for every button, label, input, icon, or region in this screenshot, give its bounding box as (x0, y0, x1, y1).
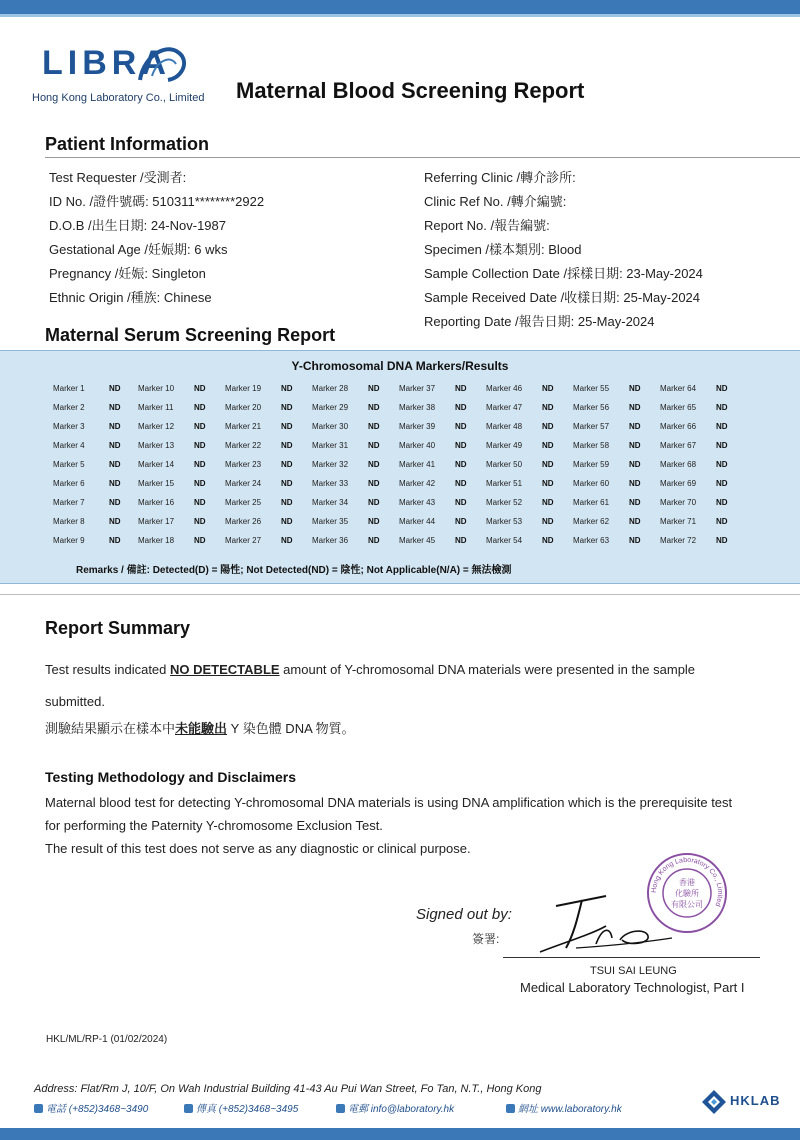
specimen: Specimen /樣本類別: Blood (424, 242, 582, 257)
marker-label: Marker 64 (660, 384, 697, 393)
marker-label: Marker 57 (573, 422, 610, 431)
marker-result: ND (542, 536, 554, 545)
marker-label: Marker 44 (399, 517, 436, 526)
marker-label: Marker 14 (138, 460, 175, 469)
marker-result: ND (716, 422, 728, 431)
marker-result: ND (455, 498, 467, 507)
summary-line-1-post: amount of Y-chromosomal DNA materials were presented in the sample (279, 662, 696, 677)
summary-line-2: submitted. (45, 694, 105, 709)
marker-label: Marker 10 (138, 384, 175, 393)
footer-fax (184, 1100, 298, 1115)
marker-result: ND (629, 441, 641, 450)
serum-report-title: Maternal Serum Screening Report (45, 325, 336, 345)
marker-result: ND (455, 479, 467, 488)
marker-result: ND (109, 422, 121, 431)
summary-line-1-pre: Test results indicated (45, 662, 171, 677)
marker-label: Marker 3 (53, 422, 85, 431)
marker-result: ND (629, 536, 641, 545)
summary-cn-emphasis: 未能驗出 (175, 721, 228, 736)
marker-result: ND (194, 479, 206, 488)
marker-result: ND (716, 479, 728, 488)
marker-label: Marker 23 (225, 460, 262, 469)
marker-label: Marker 13 (138, 441, 175, 450)
marker-result: ND (194, 441, 206, 450)
marker-result: ND (455, 460, 467, 469)
marker-result: ND (716, 384, 728, 393)
marker-result: ND (629, 422, 641, 431)
marker-result: ND (542, 479, 554, 488)
marker-label: Marker 63 (573, 536, 610, 545)
id-number: ID No. /證件號碼: 510311********2922 (49, 194, 265, 209)
fax-text: 傳真 (+852)3468~3495 (196, 1104, 299, 1115)
marker-result: ND (716, 441, 728, 450)
marker-result: ND (716, 498, 728, 507)
marker-result: ND (368, 479, 380, 488)
marker-result: ND (368, 441, 380, 450)
marker-result: ND (109, 536, 121, 545)
marker-result: ND (281, 479, 293, 488)
marker-result: ND (629, 460, 641, 469)
bottom-color-bar (0, 1128, 800, 1140)
top-accent-bar (0, 14, 800, 17)
phone-icon (34, 1104, 43, 1113)
marker-result: ND (194, 384, 206, 393)
stamp-inner-1: 香港 (679, 878, 695, 887)
marker-label: Marker 65 (660, 403, 697, 412)
marker-result: ND (368, 422, 380, 431)
marker-label: Marker 50 (486, 460, 523, 469)
marker-result: ND (368, 403, 380, 412)
patient-divider (45, 157, 800, 158)
marker-result: ND (542, 517, 554, 526)
marker-label: Marker 48 (486, 422, 523, 431)
stamp-outer-text: Hong Kong Laboratory Co., Limited (650, 856, 724, 908)
handwritten-signature (536, 886, 676, 956)
marker-result: ND (109, 498, 121, 507)
reporting-date: Reporting Date /報告日期: 25-May-2024 (424, 314, 655, 329)
marker-label: Marker 30 (312, 422, 349, 431)
marker-label: Marker 6 (53, 479, 85, 488)
marker-label: Marker 41 (399, 460, 436, 469)
marker-result: ND (542, 403, 554, 412)
marker-result: ND (281, 498, 293, 507)
marker-label: Marker 26 (225, 517, 262, 526)
summary-line-1 (45, 662, 695, 677)
sample-collection-date: Sample Collection Date /採樣日期: 23-May-2024 (424, 266, 703, 281)
summary-divider (0, 594, 800, 595)
marker-result: ND (629, 498, 641, 507)
report-title: Maternal Blood Screening Report (236, 78, 585, 103)
signer-role: Medical Laboratory Technologist, Part I (520, 980, 745, 995)
marker-result: ND (455, 384, 467, 393)
marker-result: ND (281, 536, 293, 545)
report-no: Report No. /報告編號: (424, 218, 550, 233)
marker-result: ND (629, 384, 641, 393)
email-text: 電郵 info@laboratory.hk (348, 1104, 455, 1115)
company-name: Hong Kong Laboratory Co., Limited (32, 92, 205, 104)
marker-label: Marker 53 (486, 517, 523, 526)
marker-label: Marker 22 (225, 441, 262, 450)
marker-label: Marker 47 (486, 403, 523, 412)
marker-label: Marker 20 (225, 403, 262, 412)
marker-result: ND (281, 403, 293, 412)
marker-result: ND (629, 479, 641, 488)
marker-result: ND (109, 441, 121, 450)
marker-result: ND (542, 422, 554, 431)
marker-result: ND (281, 460, 293, 469)
marker-result: ND (368, 498, 380, 507)
summary-emphasis: NO DETECTABLE (170, 662, 280, 677)
marker-result: ND (455, 536, 467, 545)
methodology-line-2: for performing the Paternity Y-chromosome Exclusion Test. (45, 818, 383, 833)
sample-received-date: Sample Received Date /收樣日期: 25-May-2024 (424, 290, 701, 305)
marker-result: ND (109, 517, 121, 526)
marker-result: ND (194, 460, 206, 469)
marker-label: Marker 25 (225, 498, 262, 507)
date-of-birth: D.O.B /出生日期: 24-Nov-1987 (49, 218, 226, 233)
marker-result: ND (281, 384, 293, 393)
phone-text: 電話 (+852)3468~3490 (46, 1104, 149, 1115)
footer-address: Address: Flat/Rm J, 10/F, On Wah Industrial Building 41-43 Au Pui Wan Street, Fo Tan, N.T., Hong Kong (34, 1083, 542, 1095)
hklab-wordmark: HKLAB (730, 1093, 781, 1108)
marker-label: Marker 58 (573, 441, 610, 450)
stamp-inner-2: 化驗所 (675, 889, 699, 898)
marker-result: ND (716, 403, 728, 412)
patient-info-title: Patient Information (45, 134, 210, 154)
logo-wordmark: LIBRA (42, 44, 171, 82)
marker-result: ND (368, 536, 380, 545)
marker-label: Marker 29 (312, 403, 349, 412)
footer-web (506, 1100, 622, 1115)
marker-label: Marker 2 (53, 403, 85, 412)
marker-label: Marker 8 (53, 517, 85, 526)
report-summary-title: Report Summary (45, 618, 191, 638)
marker-result: ND (716, 536, 728, 545)
marker-label: Marker 1 (53, 384, 85, 393)
clinic-ref-no: Clinic Ref No. /轉介編號: (424, 194, 567, 209)
marker-label: Marker 71 (660, 517, 697, 526)
methodology-line-1: Maternal blood test for detecting Y-chromosomal DNA materials is using DNA amplification which is the prerequisite test (45, 795, 733, 810)
marker-result: ND (455, 517, 467, 526)
marker-label: Marker 15 (138, 479, 175, 488)
signer-name: TSUI SAI LEUNG (590, 965, 677, 977)
marker-label: Marker 45 (399, 536, 436, 545)
marker-result: ND (455, 441, 467, 450)
web-text: 網址 www.laboratory.hk (518, 1104, 622, 1115)
marker-label: Marker 69 (660, 479, 697, 488)
marker-result: ND (368, 517, 380, 526)
email-icon (336, 1104, 345, 1113)
marker-label: Marker 51 (486, 479, 523, 488)
document-code: HKL/ML/RP-1 (01/02/2024) (46, 1034, 168, 1045)
web-icon (506, 1104, 515, 1113)
marker-label: Marker 61 (573, 498, 610, 507)
marker-label: Marker 66 (660, 422, 697, 431)
marker-result: ND (109, 384, 121, 393)
marker-label: Marker 59 (573, 460, 610, 469)
marker-label: Marker 55 (573, 384, 610, 393)
gestational-age: Gestational Age /妊娠期: 6 wks (49, 242, 228, 257)
marker-label: Marker 31 (312, 441, 349, 450)
marker-result: ND (281, 441, 293, 450)
marker-result: ND (716, 460, 728, 469)
ethnic-origin: Ethnic Origin /種族: Chinese (49, 290, 212, 305)
marker-label: Marker 18 (138, 536, 175, 545)
marker-label: Marker 27 (225, 536, 262, 545)
fax-icon (184, 1104, 193, 1113)
marker-label: Marker 36 (312, 536, 349, 545)
stamp-inner-3: 有限公司 (671, 900, 703, 909)
marker-result: ND (455, 422, 467, 431)
marker-label: Marker 60 (573, 479, 610, 488)
marker-label: Marker 35 (312, 517, 349, 526)
marker-label: Marker 39 (399, 422, 436, 431)
marker-result: ND (109, 403, 121, 412)
summary-cn-pre: 測驗結果顯示在樣本中 (45, 721, 176, 736)
pregnancy: Pregnancy /妊娠: Singleton (49, 266, 206, 281)
marker-result: ND (542, 441, 554, 450)
marker-result: ND (194, 498, 206, 507)
marker-label: Marker 28 (312, 384, 349, 393)
test-requester: Test Requester /受測者: (49, 170, 187, 185)
marker-label: Marker 37 (399, 384, 436, 393)
libra-logo (28, 36, 228, 106)
marker-label: Marker 7 (53, 498, 85, 507)
marker-label: Marker 5 (53, 460, 85, 469)
footer-email (336, 1100, 454, 1115)
methodology-title: Testing Methodology and Disclaimers (45, 769, 297, 785)
marker-label: Marker 42 (399, 479, 436, 488)
marker-result: ND (109, 479, 121, 488)
marker-label: Marker 33 (312, 479, 349, 488)
summary-chinese (45, 718, 355, 737)
logo-arc-icon (130, 36, 190, 86)
marker-result: ND (368, 460, 380, 469)
marker-label: Marker 49 (486, 441, 523, 450)
marker-result: ND (281, 422, 293, 431)
marker-result: ND (542, 460, 554, 469)
marker-label: Marker 34 (312, 498, 349, 507)
marker-result: ND (368, 384, 380, 393)
marker-result: ND (194, 517, 206, 526)
marker-result: ND (281, 517, 293, 526)
marker-label: Marker 16 (138, 498, 175, 507)
marker-panel-title: Y-Chromosomal DNA Markers/Results (291, 359, 509, 373)
marker-label: Marker 52 (486, 498, 523, 507)
hklab-logo-icon (700, 1088, 728, 1116)
marker-result: ND (629, 517, 641, 526)
marker-label: Marker 54 (486, 536, 523, 545)
methodology-line-3: The result of this test does not serve as any diagnostic or clinical purpose. (45, 841, 471, 856)
marker-label: Marker 68 (660, 460, 697, 469)
signed-cn-label: 簽署: (472, 932, 500, 946)
marker-label: Marker 19 (225, 384, 262, 393)
top-color-bar (0, 0, 800, 14)
marker-label: Marker 21 (225, 422, 262, 431)
marker-label: Marker 4 (53, 441, 85, 450)
marker-label: Marker 67 (660, 441, 697, 450)
marker-label: Marker 9 (53, 536, 85, 545)
marker-label: Marker 12 (138, 422, 175, 431)
marker-label: Marker 46 (486, 384, 523, 393)
marker-result: ND (542, 498, 554, 507)
marker-label: Marker 38 (399, 403, 436, 412)
marker-result: ND (455, 403, 467, 412)
marker-label: Marker 70 (660, 498, 697, 507)
marker-label: Marker 32 (312, 460, 349, 469)
marker-result: ND (194, 536, 206, 545)
marker-result: ND (109, 460, 121, 469)
marker-result: ND (629, 403, 641, 412)
footer-phone (34, 1100, 148, 1115)
summary-cn-post: Y 染色體 DNA 物質。 (227, 721, 355, 736)
marker-result: ND (542, 384, 554, 393)
marker-label: Marker 24 (225, 479, 262, 488)
signed-out-label: Signed out by: (416, 906, 512, 923)
marker-result: ND (716, 517, 728, 526)
marker-result: ND (194, 403, 206, 412)
marker-label: Marker 40 (399, 441, 436, 450)
remarks-legend: Remarks / 備註: Detected(D) = 陽性; Not Detected(ND) = 陰性; Not Applicable(N/A) = 無法檢測 (76, 565, 512, 576)
marker-results-panel (0, 350, 800, 584)
signature-line (503, 957, 760, 958)
referring-clinic: Referring Clinic /轉介診所: (424, 170, 576, 185)
marker-result: ND (194, 422, 206, 431)
marker-label: Marker 56 (573, 403, 610, 412)
marker-label: Marker 62 (573, 517, 610, 526)
marker-label: Marker 11 (138, 403, 174, 412)
marker-label: Marker 72 (660, 536, 697, 545)
marker-label: Marker 43 (399, 498, 436, 507)
marker-grid (0, 351, 800, 583)
marker-label: Marker 17 (138, 517, 175, 526)
